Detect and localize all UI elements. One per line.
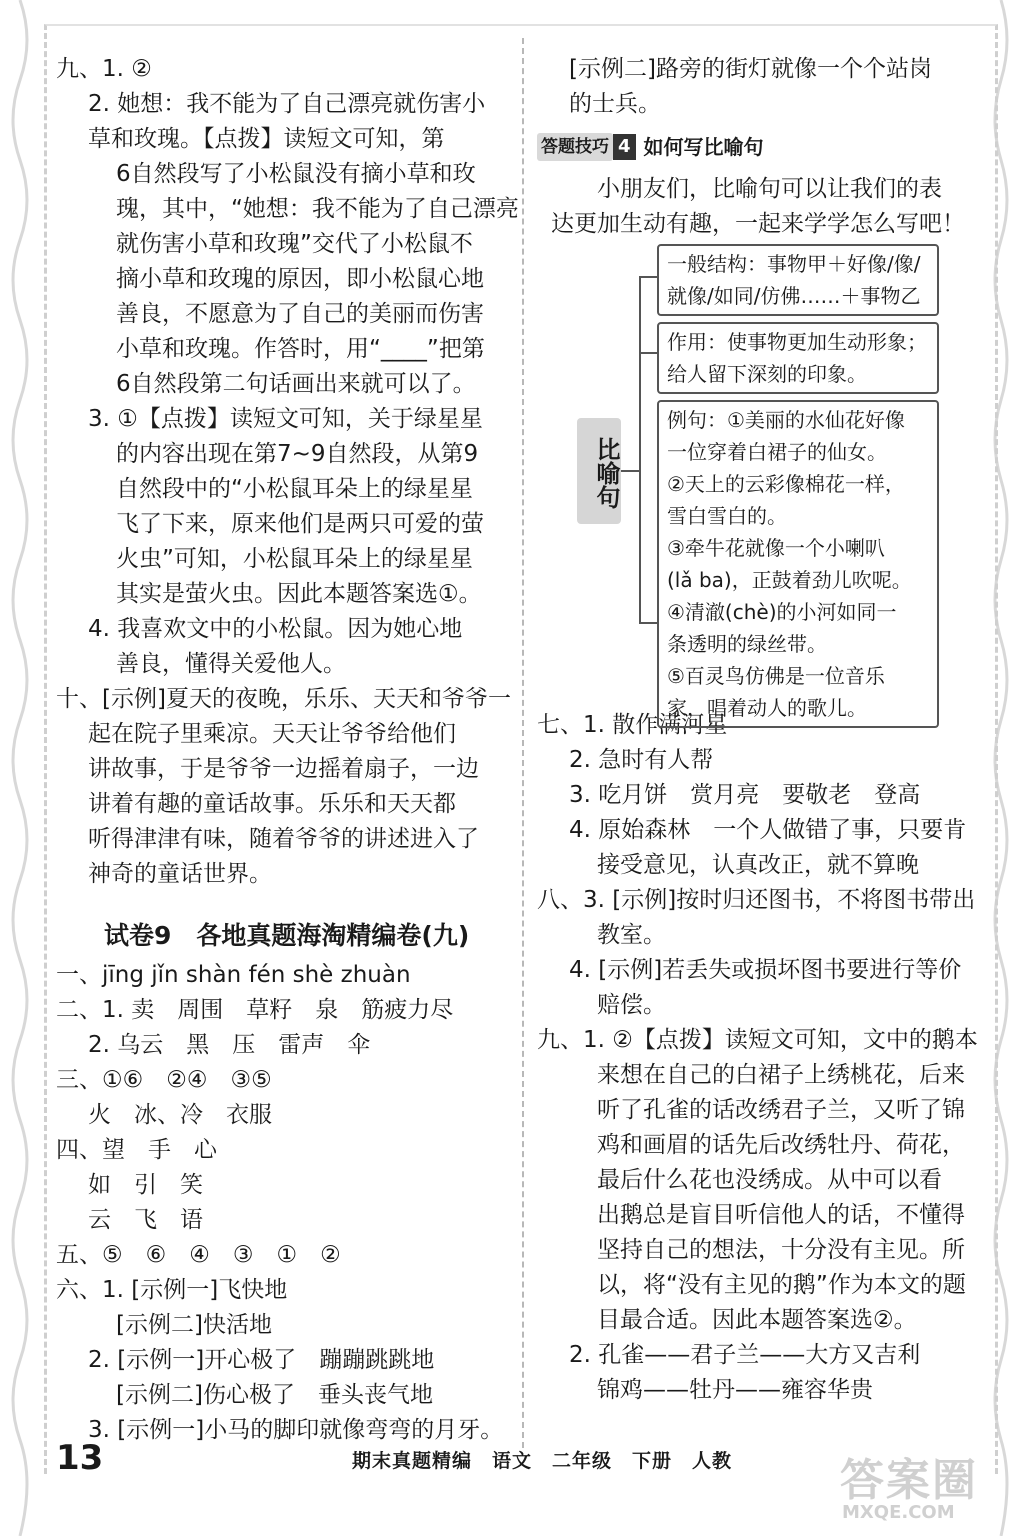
diagram-connector: [639, 352, 657, 354]
answer-line: 五、⑤ ⑥ ④ ③ ① ②: [56, 1242, 341, 1268]
diagram-connector: [639, 276, 657, 278]
answer-line: 2. 孔雀——君子兰——大方又吉利: [569, 1342, 921, 1368]
intro-line: 小朋友们，比喻句可以让我们的表: [597, 176, 942, 202]
structure-box: [657, 244, 939, 316]
answer-line: 锦鸡——牡丹——雍容华贵: [597, 1377, 873, 1403]
answer-line: [示例二]快活地: [116, 1312, 272, 1338]
answer-line: 自然段中的“小松鼠耳朵上的绿星星: [116, 476, 473, 502]
diagram-connector: [639, 276, 641, 624]
box-line: (lǎ ba)，正鼓着劲儿吹呢。: [667, 568, 912, 592]
answer-line: 的士兵。: [569, 91, 661, 117]
page-number: 13: [56, 1438, 104, 1478]
answer-line: 出鹅总是盲目听信他人的话，不懂得: [597, 1202, 965, 1228]
answer-line: 云 飞 语: [88, 1207, 203, 1233]
box-line: 条透明的绿丝带。: [667, 632, 827, 656]
answer-line: 瑰，其中，“她想：我不能为了自己漂亮: [116, 196, 519, 222]
diagram-connector: [639, 622, 657, 624]
page-footer: [52, 1438, 952, 1482]
answer-line: 2. 急时有人帮: [569, 747, 714, 773]
answer-line: [示例二]伤心极了 垂头丧气地: [116, 1382, 433, 1408]
answer-line: 火虫”可知，小松鼠耳朵上的绿星星: [116, 546, 473, 572]
answer-line: 2. [示例一]开心极了 蹦蹦跳跳地: [88, 1347, 435, 1373]
left-column: [56, 52, 519, 1448]
box-line: ⑤百灵鸟仿佛是一位音乐: [667, 664, 885, 688]
intro-line: 达更加生动有趣，一起来学学怎么写吧！: [551, 211, 965, 237]
answer-line: 草和玫瑰。【点拨】读短文可知，第: [88, 126, 445, 152]
answer-line: 4. 原始森林 一个人做错了事，只要肯: [569, 817, 967, 843]
answer-line: [示例二]路旁的街灯就像一个个站岗: [569, 56, 932, 82]
answer-line: 4. 我喜欢文中的小松鼠。因为她心地: [88, 616, 463, 642]
answer-line: 目最合适。因此本题答案选②。: [597, 1307, 917, 1333]
right-column: [537, 52, 978, 1408]
skill-badge: 答题技巧: [537, 133, 613, 161]
box-line: 一位穿着白裙子的仙女。: [667, 440, 887, 464]
answer-line: 火 冰、冷 衣服: [88, 1102, 272, 1128]
box-line: 家，唱着动人的歌儿。: [667, 696, 867, 720]
answer-line: 听了孔雀的话改绣君子兰，又听了锦: [597, 1097, 965, 1123]
answer-line: 起在院子里乘凉。天天让爷爷给他们: [88, 721, 456, 747]
page-edge-decoration: [0, 0, 40, 1536]
answer-line: 摘小草和玫瑰的原因，即小松鼠心地: [116, 266, 484, 292]
answer-line: 坚持自己的想法，十分没有主见。所: [597, 1237, 965, 1263]
answer-line: 6自然段写了小松鼠没有摘小草和玫: [116, 161, 476, 187]
answer-line: 如 引 笑: [88, 1172, 203, 1198]
box-line: 例句：①美丽的水仙花好像: [667, 408, 905, 432]
book-info: 期末真题精编 语文 二年级 下册 人教: [352, 1450, 733, 1472]
answer-line: 鸡和画眉的话先后改绣牡丹、荷花，: [597, 1132, 965, 1158]
answer-line: 小草和玫瑰。作答时，用“____”把第: [116, 336, 485, 362]
box-line: ③牵牛花就像一个小喇叭: [667, 536, 885, 560]
answer-line: 最后什么花也没绣成。从中可以看: [597, 1167, 942, 1193]
box-line: ②天上的云彩像棉花一样，: [667, 472, 905, 496]
answer-line: 一、jīng jǐn shàn fén shè zhuàn: [56, 962, 411, 988]
answer-line: 4. [示例]若丢失或损坏图书要进行等价: [569, 957, 962, 983]
box-line: 一般结构：事物甲＋好像/像/: [667, 252, 921, 276]
answer-line: 讲故事，于是爷爷一边摇着扇子，一边: [88, 756, 479, 782]
box-line: ④清澈(chè)的小河如同一: [667, 600, 897, 624]
box-line: 雪白雪白的。: [667, 504, 787, 528]
box-line: 就像/如同/仿佛……＋事物乙: [667, 284, 921, 308]
answer-line: 十、[示例]夏天的夜晚，乐乐、天天和爷爷一: [56, 686, 511, 712]
answer-line: 接受意见，认真改正，就不算晚: [597, 852, 919, 878]
example-box: [657, 400, 939, 728]
answer-line: 2. 她想：我不能为了自己漂亮就伤害小: [88, 91, 486, 117]
answer-line: 讲着有趣的童话故事。乐乐和天天都: [88, 791, 456, 817]
answer-line: 二、1. 卖 周围 草籽 泉 筋疲力尽: [56, 997, 454, 1023]
answer-line: 的内容出现在第7~9自然段，从第9: [116, 441, 479, 467]
effect-box: [657, 322, 939, 394]
answer-line: 三、①⑥ ②④ ③⑤: [56, 1067, 272, 1093]
answer-line: 四、望 手 心: [56, 1137, 217, 1163]
skill-header: [537, 128, 957, 166]
watermark-text: 答案圈: [840, 1455, 978, 1506]
box-line: 给人留下深刻的印象。: [667, 362, 867, 386]
answer-line: 3. ①【点拨】读短文可知，关于绿星星: [88, 406, 483, 432]
skill-title: 如何写比喻句: [643, 134, 764, 159]
simile-diagram: [537, 242, 957, 720]
answer-line: 神奇的童话世界。: [88, 861, 272, 887]
answer-line: 来想在自己的白裙子上绣桃花，后来: [597, 1062, 965, 1088]
answer-line: 赔偿。: [597, 992, 666, 1018]
answer-line: 六、1. [示例一]飞快地: [56, 1277, 288, 1303]
answer-line: 其实是萤火虫。因此本题答案选①。: [116, 581, 482, 607]
answer-line: 6自然段第二句话画出来就可以了。: [116, 371, 476, 397]
answer-line: 以，将“没有主见的鹅”作为本文的题: [597, 1272, 966, 1298]
answer-line: 飞了下来，原来他们是两只可爱的萤: [116, 511, 484, 537]
answer-line: 九、1. ②: [56, 56, 152, 82]
answer-line: 善良，不愿意为了自己的美丽而伤害: [116, 301, 484, 327]
answer-line: 听得津津有味，随着爷爷的讲述进入了: [88, 826, 479, 852]
answer-line: 3. 吃月饼 赏月亮 要敬老 登高: [569, 782, 921, 808]
answer-line: 八、3. [示例]按时归还图书，不将图书带出: [537, 887, 976, 913]
diagram-connector: [621, 470, 639, 472]
watermark-logo: [840, 1444, 990, 1530]
section-title: 试卷9 各地真题海淘精编卷(九): [104, 921, 470, 950]
answer-line: 九、1. ②【点拨】读短文可知，文中的鹅本: [537, 1027, 978, 1053]
watermark-url: MXQE.COM: [842, 1502, 955, 1523]
answer-line: 善良，懂得关爱他人。: [116, 651, 346, 677]
box-line: 作用：使事物更加生动形象；: [667, 330, 927, 354]
column-divider: [522, 38, 524, 1448]
skill-number: 4: [613, 134, 636, 160]
answer-line: 3. [示例一]小马的脚印就像弯弯的月牙。: [88, 1417, 504, 1443]
answer-line: 教室。: [597, 922, 666, 948]
diagram-root: 比喻句: [577, 418, 621, 524]
answer-line: 就伤害小草和玫瑰”交代了小松鼠不: [116, 231, 473, 257]
answer-line: 七、1. 散作满河星: [537, 712, 728, 738]
answer-line: 2. 乌云 黑 压 雷声 伞: [88, 1032, 371, 1058]
